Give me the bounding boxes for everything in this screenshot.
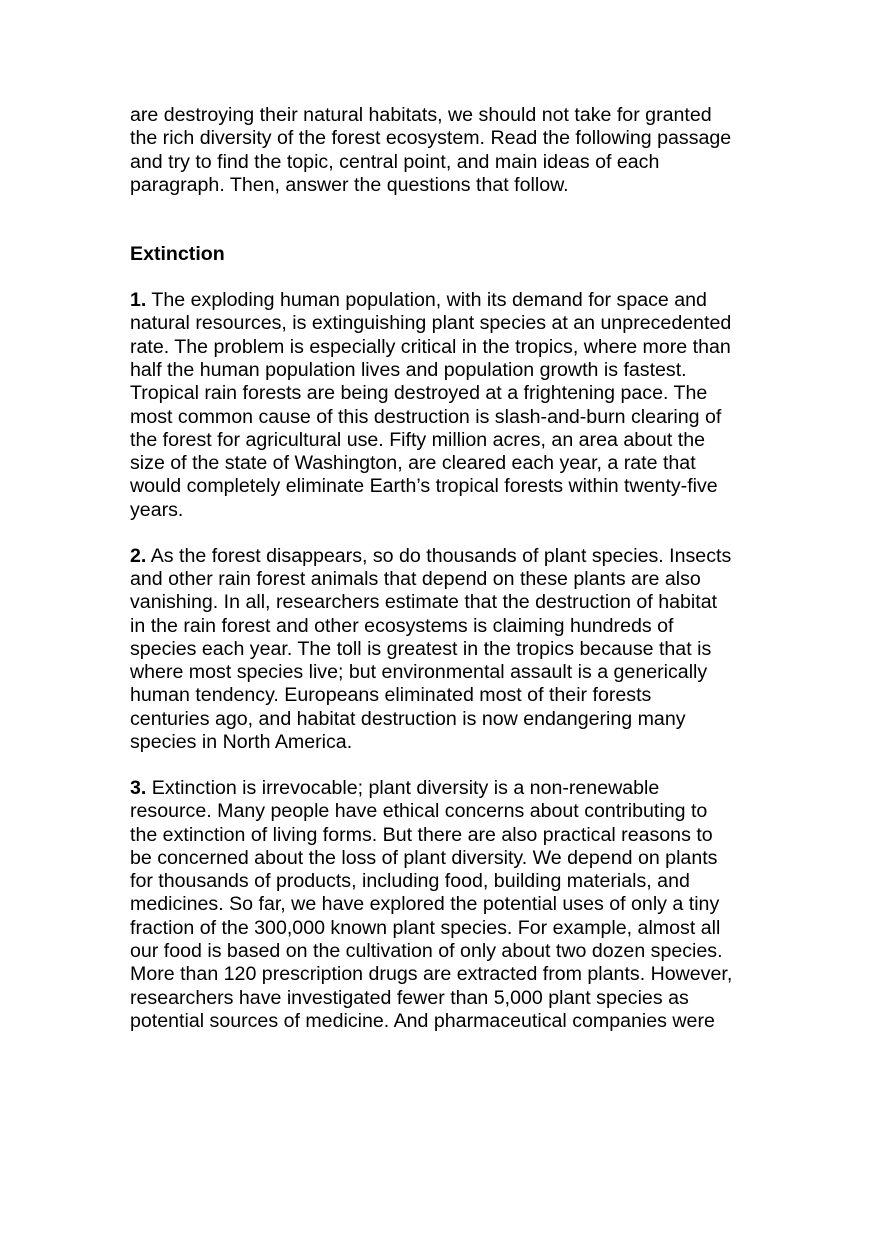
- text-line: the rich diversity of the forest ecosystem. Read the following passage: [130, 127, 732, 150]
- body-paragraph: [130, 777, 770, 1033]
- body-paragraph: [130, 289, 770, 522]
- document-page: [130, 104, 770, 1056]
- text-line: the forest for agricultural use. Fifty million acres, an area about the: [130, 428, 706, 451]
- text-line: species in North America.: [130, 731, 353, 754]
- paragraph-number: 1.: [130, 289, 147, 312]
- text-line: 2. As the forest disappears, so do thousands of plant species. Insects: [130, 544, 732, 567]
- text-line: most common cause of this destruction is slash-and-burn clearing of: [130, 405, 722, 428]
- text-line: and other rain forest animals that depend on these plants are also: [130, 567, 701, 590]
- paragraphs: [130, 289, 770, 1033]
- text-line: centuries ago, and habitat destruction is now endangering many: [130, 707, 686, 730]
- text-line: in the rain forest and other ecosystems is claiming hundreds of: [130, 614, 674, 637]
- text-line: More than 120 prescription drugs are extracted from plants. However,: [130, 963, 733, 986]
- text-line: researchers have investigated fewer than 5,000 plant species as: [130, 986, 689, 1009]
- text-line: natural resources, is extinguishing plant species at an unprecedented: [130, 312, 732, 335]
- text-line: years.: [130, 498, 184, 521]
- text-line: and try to find the topic, central point, and main ideas of each: [130, 150, 660, 173]
- text-line: human tendency. Europeans eliminated most of their forests: [130, 684, 652, 707]
- text-line: medicines. So far, we have explored the potential uses of only a tiny: [130, 893, 720, 916]
- text-line: be concerned about the loss of plant diversity. We depend on plants: [130, 846, 718, 869]
- text-line: our food is based on the cultivation of only about two dozen species.: [130, 939, 723, 962]
- paragraph-number: 2.: [130, 544, 147, 567]
- section-heading: Extinction: [130, 243, 225, 266]
- text-line: resource. Many people have ethical concerns about contributing to: [130, 800, 708, 823]
- text-line: species each year. The toll is greatest in the tropics because that is: [130, 637, 712, 660]
- text-line: Tropical rain forests are being destroyed at a frightening pace. The: [130, 382, 708, 405]
- paragraph-number: 3.: [130, 776, 147, 799]
- text-line: half the human population lives and population growth is fastest.: [130, 358, 687, 381]
- body-paragraph: [130, 545, 770, 755]
- text-line: for thousands of products, including food, building materials, and: [130, 870, 690, 893]
- text-line: rate. The problem is especially critical in the tropics, where more than: [130, 335, 731, 358]
- text-line: potential sources of medicine. And pharmaceutical companies were: [130, 1009, 715, 1032]
- text-line: 1. The exploding human population, with its demand for space and: [130, 289, 707, 312]
- text-line: 3. Extinction is irrevocable; plant diversity is a non-renewable: [130, 776, 660, 799]
- text-line: fraction of the 300,000 known plant species. For example, almost all: [130, 916, 721, 939]
- text-line: where most species live; but environmental assault is a generically: [130, 661, 708, 684]
- text-line: size of the state of Washington, are cleared each year, a rate that: [130, 452, 696, 475]
- text-line: would completely eliminate Earth’s tropical forests within twenty-five: [130, 475, 718, 498]
- text-line: paragraph. Then, answer the questions that follow.: [130, 173, 569, 196]
- text-line: vanishing. In all, researchers estimate that the destruction of habitat: [130, 591, 718, 614]
- text-line: are destroying their natural habitats, we should not take for granted: [130, 104, 712, 126]
- intro-paragraph: [130, 104, 770, 197]
- text-line: the extinction of living forms. But there are also practical reasons to: [130, 823, 713, 846]
